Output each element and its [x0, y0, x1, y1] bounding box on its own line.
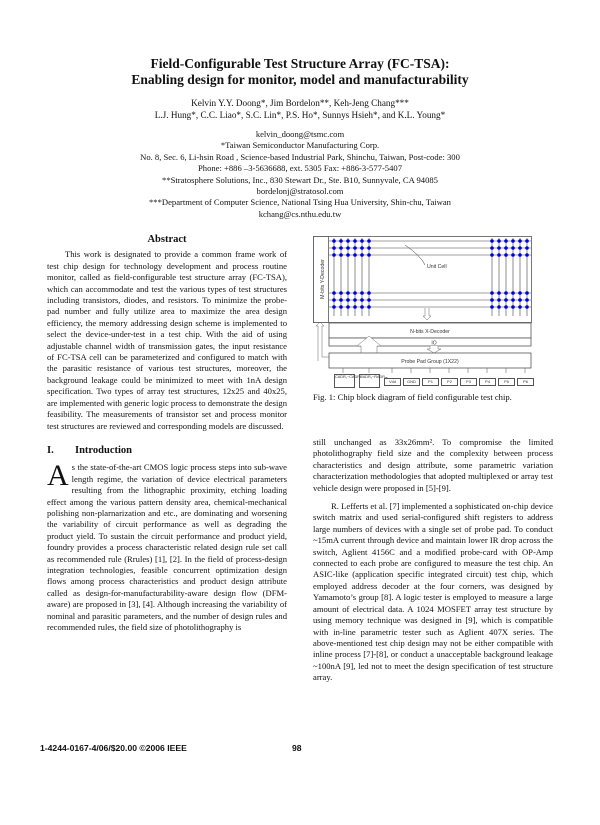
- title-line-1: Field-Configurable Test Structure Array (FC-TSA):: [150, 56, 450, 71]
- intro-paragraph-1: [47, 459, 287, 633]
- unit-cell-label: Unit Cell: [427, 264, 447, 270]
- affiliation-email-1: kelvin_doong@tsmc.com: [255, 129, 345, 139]
- probe-pad-group-label: Probe Pad Group (1X22): [401, 359, 459, 365]
- affiliation-2: **Stratosphere Solutions, Inc., 830 Stewart Dr., Ste. B10, Sunnyvale, CA 94085: [162, 174, 438, 185]
- authors-line-2: L.J. Hung*, C.C. Liao*, S.C. Lin*, P.S. Ho*, Sunnys Hsieh*, and K.L. Young*: [154, 110, 446, 120]
- intro-paragraph-2: R. Lefferts et al. [7] implemented a sophisticated on-chip device switch matrix and used serial-configured shift registers to address large numbers of devices with a single set of probe pad. To conduct ~15mA current through device and maintain lower IR drop across the switch, Aglient 4156C and a modified probe-card with OP-Amp connected to each probe are configured to measure the test chip. An ASIC-like (application specific integrated circuit) test chip, which employed address decoder at the four corners, was designed by Yamamoto’s group [8]. A logic tester is employed to measure a large amount of electrical data. A 1024 MOSFET array test structure by using memory technique was designed in [9], which is compatible with in-line parametric tester such as Aglient 407X series. The above-mentioned test chip design may not be either compatible with inline process [7]-[8], or conduct a unacceptable background leakage ~100nA [9], led not to meet the design specification of test structure array.: [313, 501, 553, 683]
- paper-header: [0, 56, 600, 220]
- chip-block-diagram: [313, 236, 553, 384]
- pad-p5: P5: [498, 378, 515, 386]
- figure-caption: Fig. 1: Chip block diagram of field configurable test chip.: [313, 392, 512, 402]
- page-number: 98: [292, 743, 302, 753]
- pad-p3: P3: [460, 378, 477, 386]
- left-column: [47, 234, 287, 633]
- section-title: Introduction: [75, 444, 132, 456]
- affiliation-email-3: kchang@cs.nthu.edu.tw: [258, 208, 342, 219]
- intro-paragraph-1-text: s the state-of-the-art CMOS logic process steps into sub-wave length regime, the variation of device electrical parameters resulting from the lithographic proximity, etching loading effect among the various pattern density area, chemical-mechanical polishing non-plarnarization and etc., are dominating and worsening the variability of circuit performance as well as degrading the product yield. To sustain the circuit performance and product yield, foundry provides a process characteristic related design rule set call as recommended rule (Rrules) [1], [2]. In the field of process-design integration technologies, feasible concurrent optimization design flows among process characteristics and product design attribute called as design-for-manufacturability-aware design flow (DFM-aware) are proposed in [3], [4]. Although increasing the variability of nominal and parasitic parameters, and the number of design rules and recommended rules, the field size of photolithography is: [47, 462, 287, 632]
- pad-p4: P4: [479, 378, 496, 386]
- affiliation-address-1: No. 8, Sec. 6, Li-hsin Road , Science-based Industrial Park, Shinchu, Taiwan, Post-code: 300: [140, 151, 460, 162]
- author-list: [0, 97, 600, 121]
- intro-paragraph-1-continued: still unchanged as 33x26mm². To compromise the limited photolithography field size and the complexity between process characteristics and design attribute, some parametric variation characterization methodologies that adopted multiplexed or array test vehicle design were proposed in [5]-[9].: [313, 437, 553, 493]
- title-line-2: Enabling design for monitor, model and manufacturability: [131, 72, 469, 87]
- pad-p1: P1: [422, 378, 439, 386]
- abstract-heading: Abstract: [147, 234, 187, 245]
- pad-radr: RADR₁~RADRₘ: [359, 374, 380, 388]
- pad-p6: P6: [517, 378, 534, 386]
- pad-cadr: CADR₁~CADRₙ: [334, 374, 355, 388]
- pad-vdd: Vdd: [384, 378, 401, 386]
- y-decoder-label: M-bits Y-Decoder: [320, 259, 326, 299]
- x-decoder-label: N-bits X-Decoder: [410, 329, 450, 335]
- abstract-text: This work is designated to provide a common frame work of test chip design for technology development and process routine monitor, called as field-configurable test structure array (FC-TSA), which can accommodate and test the various types of test structures including transistors, diodes, and resistors. To minimize the probe-pad number and fully utilize area to maximize the area design efficiency, the memory addressing design scheme is implemented to select the device-under-test in a test chip. With the aid of using adjustable channel width of transmission gates, the input resistance of FC-TSA cell can be parameterized and configured to match with the parasitic resistance of various test structures, moreover, the background leakage could be minimized to meet with 1nA design specification. Two types of array test structures, 12x25 and 40x25, are implemented with generic logic process to demonstrate the design feasibility. The measurements of transistor set and process monitor test structures are reviewed and corresponding models are discussed.: [47, 249, 287, 431]
- pad-gnd: GND: [403, 378, 420, 386]
- section-heading-introduction: [47, 445, 287, 456]
- unit-cell-dots: [332, 239, 529, 309]
- affiliation-3: ***Department of Computer Science, National Tsing Hua University, Shin-chu, Taiwan: [149, 197, 451, 208]
- copyright-notice: 1-4244-0167-4/06/$20.00 ©2006 IEEE: [40, 743, 187, 753]
- pad-p2: P2: [441, 378, 458, 386]
- right-column: [313, 437, 553, 684]
- figure-1: [313, 236, 553, 402]
- affiliations: [0, 129, 600, 220]
- io-label: IO: [431, 340, 437, 347]
- paper-title: [0, 56, 600, 88]
- affiliation-phone-1: Phone: +886 –3-5636688, ext. 5305 Fax: +886-3-577-5407: [198, 163, 402, 174]
- pad-row: [313, 374, 553, 388]
- drop-cap: A: [47, 459, 69, 493]
- affiliation-email-2: bordelonj@stratosol.com: [256, 186, 344, 197]
- affiliation-1: *Taiwan Semiconductor Manufacturing Corp.: [220, 140, 380, 151]
- section-number: I.: [47, 444, 54, 456]
- authors-line-1: Kelvin Y.Y. Doong*, Jim Bordelon**, Keh-Jeng Chang***: [191, 98, 409, 108]
